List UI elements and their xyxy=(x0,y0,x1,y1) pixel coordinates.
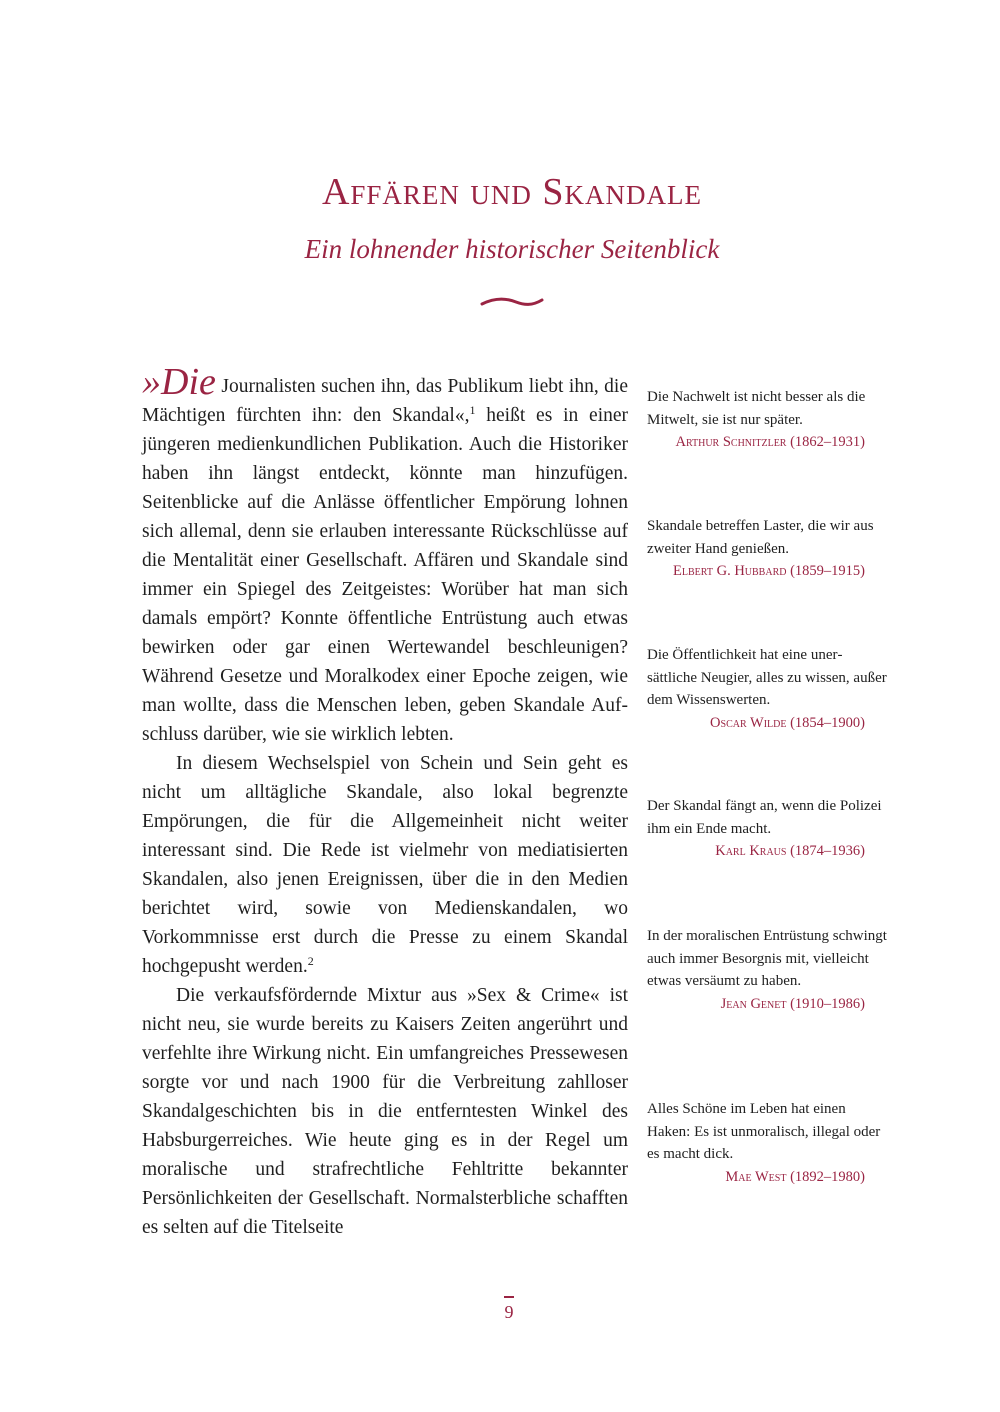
page-footer xyxy=(494,1296,524,1322)
quote-author: Oscar Wilde (1854–1900) xyxy=(710,714,865,731)
quote-text: Skandale betreffen Laster, die wir aus zweiter Hand genießen. xyxy=(647,518,874,557)
paragraph-1 xyxy=(142,361,629,749)
margin-quote xyxy=(647,644,887,734)
paragraph-1-text-a: Journalisten suchen ihn, das Publikum liebt ihn, die Mächtigen fürchten ihn: den Skandal«, xyxy=(142,376,628,426)
footnote-marker-1[interactable]: 1 xyxy=(469,403,476,417)
quote-text: Die Nachwelt ist nicht besser als die Mitwelt, sie ist nur später. xyxy=(647,389,866,428)
margin-quote xyxy=(647,925,887,1015)
page-subtitle: Ein lohnender historischer Seitenblick xyxy=(304,234,720,264)
swash-ornament-icon xyxy=(480,292,544,312)
quote-author: Arthur Schnitzler (1862–1931) xyxy=(675,434,865,450)
page-title: Affären und Skandale xyxy=(321,171,703,213)
margin-quote xyxy=(647,515,887,583)
quote-author: Mae West (1892–1980) xyxy=(725,1168,865,1185)
footnote-marker-2[interactable]: 2 xyxy=(307,954,314,968)
margin-quote xyxy=(647,1098,887,1188)
margin-quote xyxy=(647,795,887,863)
quote-text: Der Skandal fängt an, wenn die Polizei ihm ein Ende macht. xyxy=(647,798,882,837)
main-text-column xyxy=(142,361,629,1242)
paragraph-3: Die verkaufsfördernde Mixtur aus »Sex & Crime« ist nicht neu, sie wurde bereits zu Kaisers Zeiten angerührt und verfehlte ihre Wirkung nicht. Ein umfangreiches Pressewesen sorgte vor und nach 1900 für die Verbreitung zahlloser Skandalgeschichten bis in die entferntesten Winkel des Habsburgerreiches. Wie heute ging es in der Regel um moralische und strafrechtliche Fehltritte bekannter Persönlichkeiten der Gesellschaft. Normalsterbliche schafften es selten auf die Titelseite xyxy=(142,985,628,1238)
margin-quote xyxy=(647,386,887,454)
quote-author: Karl Kraus (1874–1936) xyxy=(715,843,865,859)
opening-word: »Die xyxy=(142,361,216,403)
page-number-bar xyxy=(504,1296,514,1298)
paragraph-2-text: In diesem Wechselspiel von Schein und Sein geht es nicht um alltägliche Skandale, also lokal begrenzte Empörungen, die für die Allgemeinheit nicht weiter interessant sind. Die Rede ist vielmehr von mediatisierten Skandalen, also jenen Ereignissen, über die in den Medien berichtet wird, sowie von Medienskandalen, wo Vorkommnisse erst durch die Presse zu einem Skandal hochgepusht werden. xyxy=(142,753,628,977)
quote-author: Jean Genet (1910–1986) xyxy=(720,995,865,1012)
quote-text: Die Öffentlichkeit hat eine unersättliche Neugier, alles zu wissen, außer dem Wissenswerten. xyxy=(647,647,887,708)
page-number: 9 xyxy=(504,1302,514,1322)
paragraph-1-text-b: heißt es in einer jüngeren medienkundlichen Publikation. Auch die Historiker haben ihn längst entdeckt, könnte man hinzufügen. Seitenblicke auf die Anlässe öffentlicher Empörung lohnen sich allemal, denn sie erlauben interessante Rückschlüsse auf die Mentalität einer Gesellschaft. Affären und Skandale sind immer ein Spiegel des Zeitgeistes: Worüber hat man sich damals empört? Konnte öffentliche Entrüstung auch etwas bewirken oder gar einen Wertewandel beschleunigen? Während Gesetze und Moralkodex einer Epoche zeigen, wie man wollte, dass die Menschen leben, geben Skandale Aufschluss darüber, wie sie wirklich lebten. xyxy=(142,405,629,745)
quote-text: Alles Schöne im Leben hat einen Haken: Es ist unmoralisch, illegal oder es macht dick. xyxy=(647,1101,881,1162)
quote-author: Elbert G. Hubbard (1859–1915) xyxy=(673,563,865,579)
quote-text: In der moralischen Entrüstung schwingt auch immer Besorgnis mit, vielleicht etwas versäumt zu haben. xyxy=(647,928,887,989)
paragraph-2 xyxy=(142,749,628,981)
